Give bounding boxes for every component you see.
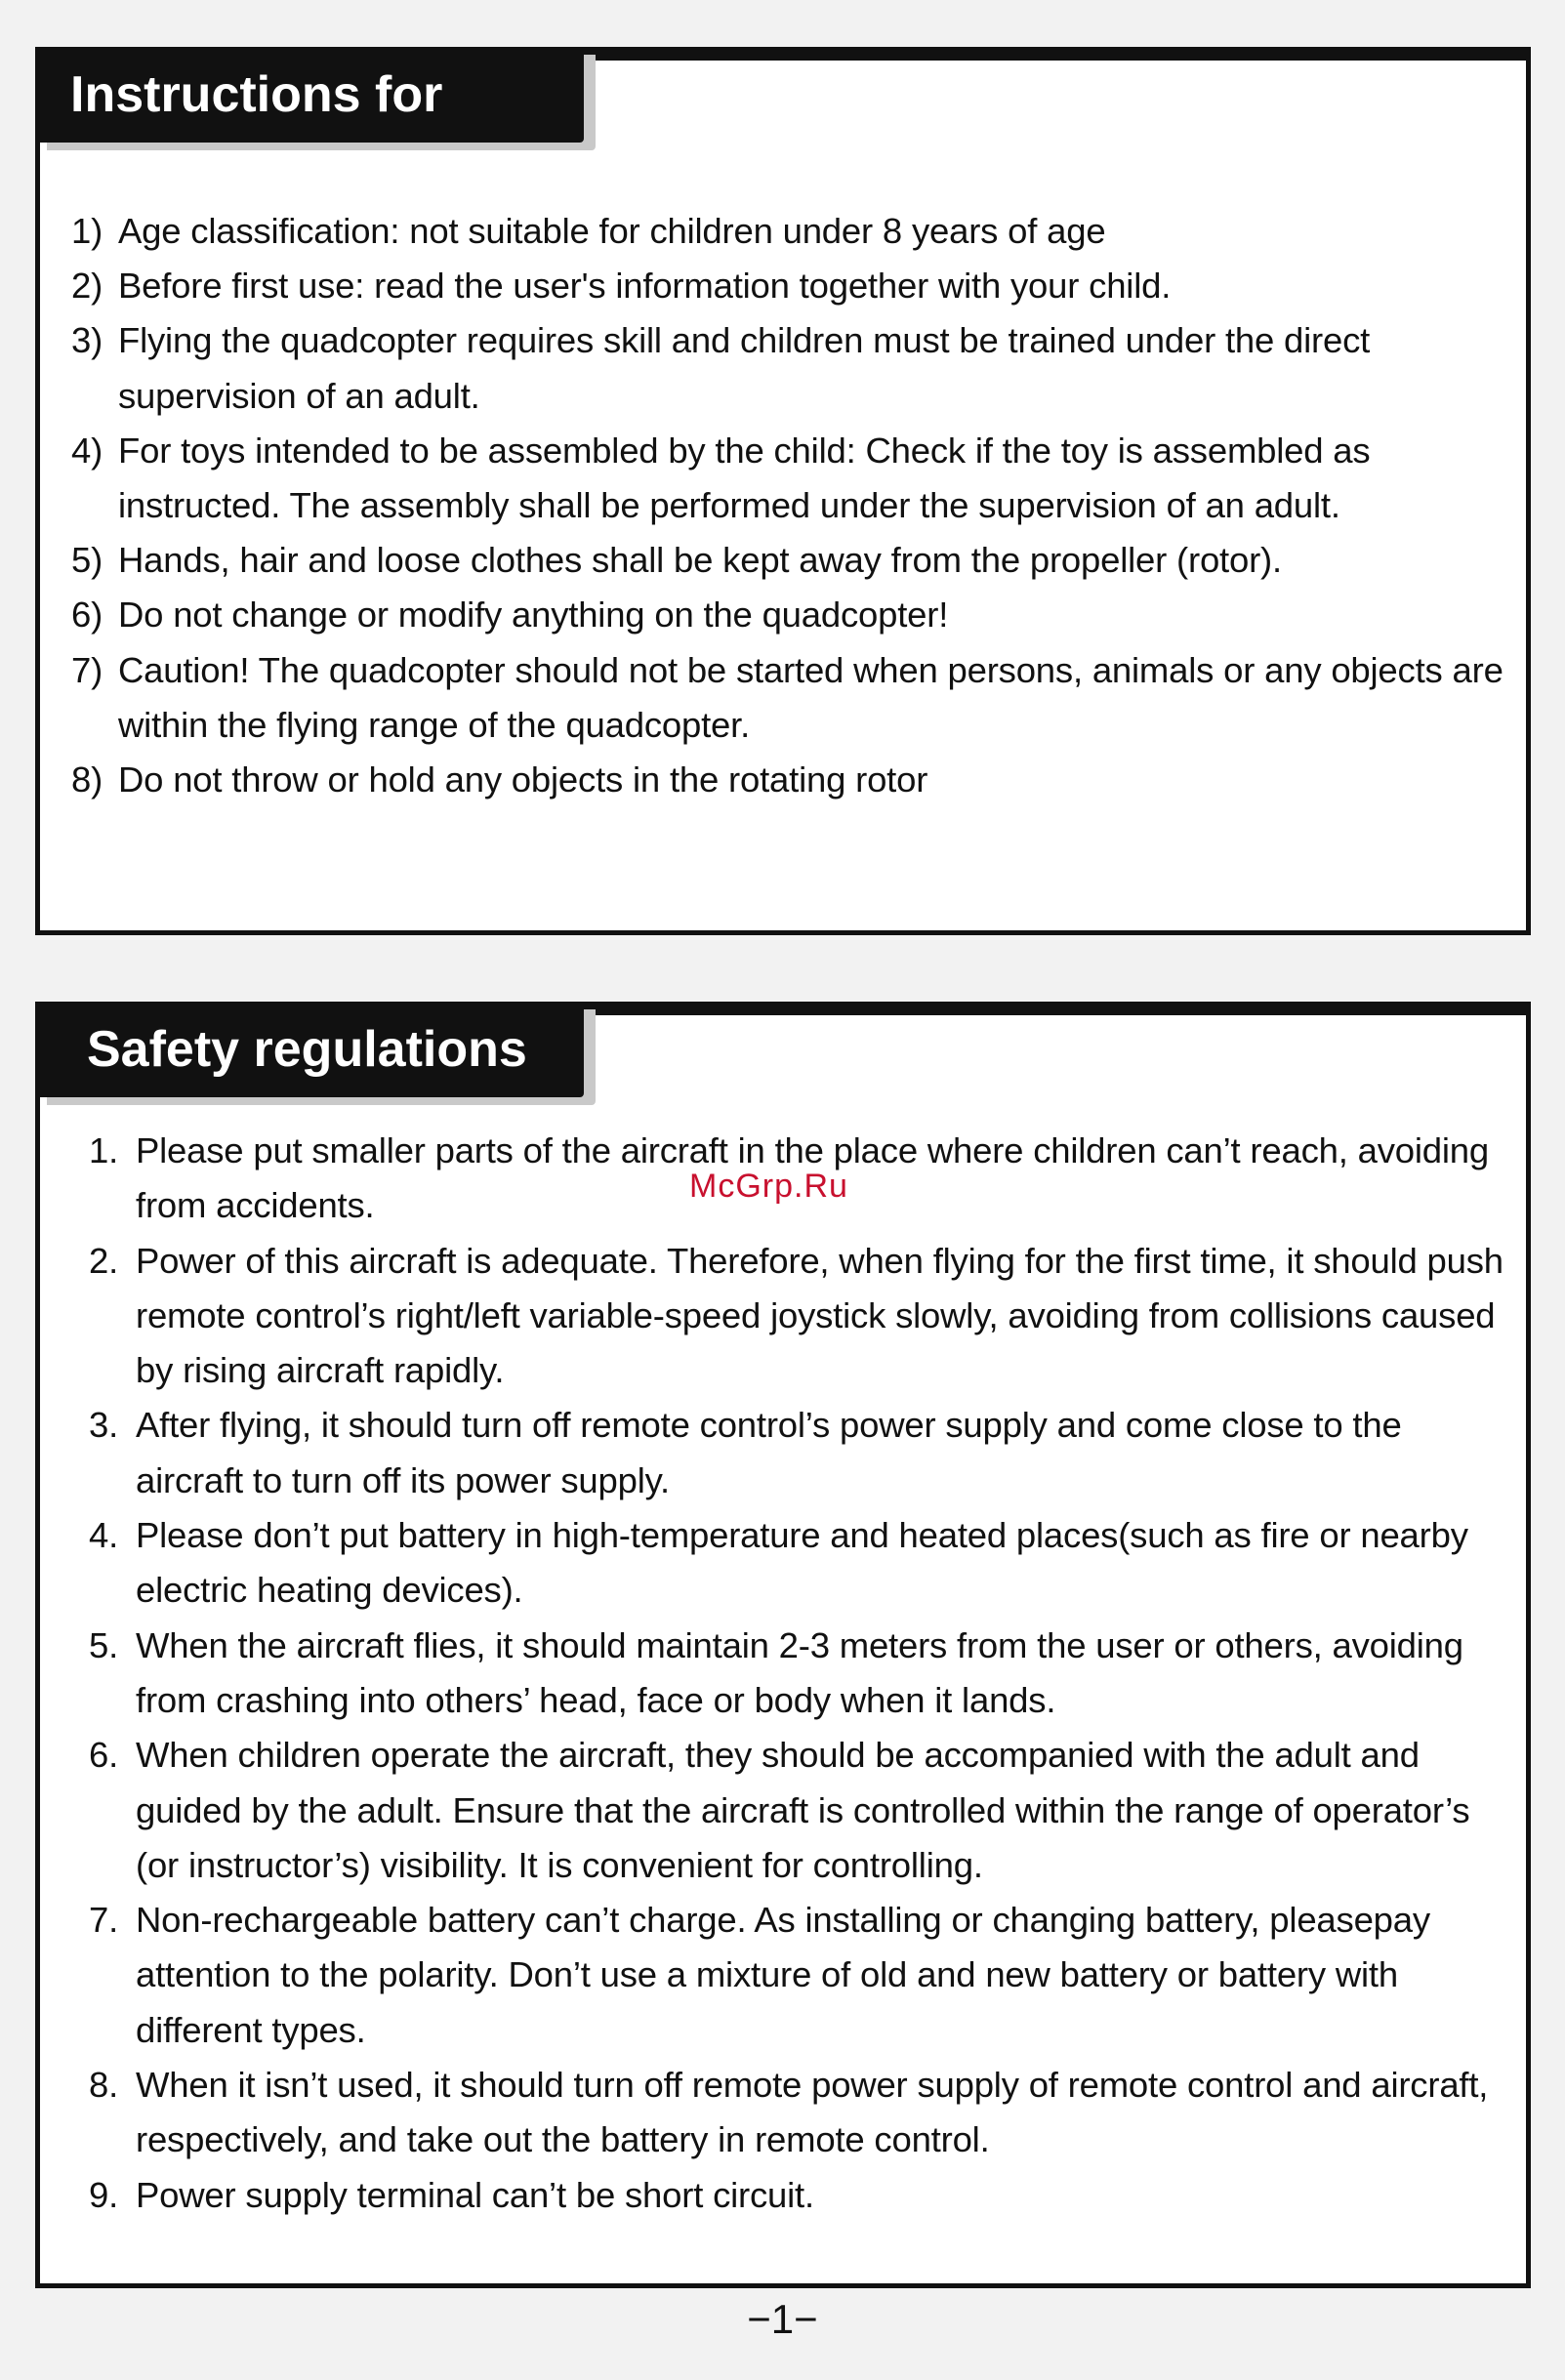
item-text: Do not change or modify anything on the quadcopter! bbox=[118, 595, 949, 636]
item-text: Please put smaller parts of the aircraft in the place where children can’t reach, avoiding from accidents. bbox=[136, 1130, 1489, 1226]
list-item bbox=[71, 753, 1516, 807]
safety-list bbox=[89, 1124, 1514, 2223]
list-item bbox=[71, 533, 1516, 588]
item-number: 2) bbox=[71, 266, 103, 307]
page-number: −1− bbox=[747, 2296, 818, 2342]
item-number: 7) bbox=[71, 649, 103, 690]
watermark: McGrp.Ru bbox=[689, 1168, 848, 1205]
instructions-heading: Instructions for use bbox=[35, 47, 584, 143]
item-text: Flying the quadcopter requires skill and children must be trained under the direct supervision of an adult. bbox=[118, 320, 1371, 416]
item-text: For toys intended to be assembled by the child: Check if the toy is assembled as instructed. The assembly shall be performed under the supervision of an adult. bbox=[118, 430, 1371, 526]
list-item bbox=[89, 1234, 1514, 1399]
item-number: 4. bbox=[89, 1515, 119, 1556]
list-item bbox=[89, 1398, 1514, 1508]
item-text: Power supply terminal can’t be short circuit. bbox=[136, 2174, 814, 2215]
list-item bbox=[89, 1728, 1514, 1893]
list-item bbox=[71, 588, 1516, 642]
item-number: 2. bbox=[89, 1240, 119, 1281]
list-item bbox=[71, 424, 1516, 533]
item-text: Before first use: read the user's information together with your child. bbox=[118, 266, 1172, 307]
item-text: Caution! The quadcopter should not be started when persons, animals or any objects are within the flying range of the quadcopter. bbox=[118, 649, 1503, 745]
item-text: Age classification: not suitable for children under 8 years of age bbox=[118, 211, 1106, 251]
item-text: When the aircraft flies, it should maintain 2-3 meters from the user or others, avoiding from crashing into others’ head, face or body when it lands. bbox=[136, 1624, 1463, 1720]
list-item bbox=[71, 259, 1516, 313]
list-item bbox=[89, 1893, 1514, 2058]
item-text: When children operate the aircraft, they should be accompanied with the adult and guided by the adult. Ensure that the aircraft is controlled within the range of operator’s (or instructor’s) visibility. It is convenient for controlling. bbox=[136, 1735, 1470, 1885]
item-number: 4) bbox=[71, 430, 103, 471]
list-item bbox=[89, 1508, 1514, 1619]
item-text: Please don’t put battery in high-temperature and heated places(such as fire or nearby electric heating devices). bbox=[136, 1515, 1468, 1611]
item-number: 3. bbox=[89, 1405, 119, 1446]
list-item bbox=[71, 313, 1516, 423]
item-number: 8) bbox=[71, 759, 103, 800]
item-text: After flying, it should turn off remote control’s power supply and come close to the aircraft to turn off its power supply. bbox=[136, 1405, 1402, 1500]
item-number: 1. bbox=[89, 1130, 119, 1170]
item-number: 5. bbox=[89, 1624, 119, 1665]
list-item bbox=[71, 204, 1516, 259]
item-text: Hands, hair and loose clothes shall be kept away from the propeller (rotor). bbox=[118, 540, 1282, 581]
item-number: 7. bbox=[89, 1900, 119, 1941]
safety-heading: Safety regulations bbox=[35, 1002, 584, 1097]
list-item bbox=[71, 643, 1516, 753]
item-number: 1) bbox=[71, 211, 103, 251]
list-item bbox=[89, 1619, 1514, 1729]
instructions-section bbox=[35, 47, 1531, 935]
item-number: 8. bbox=[89, 2065, 119, 2106]
list-item bbox=[89, 2058, 1514, 2168]
item-text: When it isn’t used, it should turn off remote power supply of remote control and aircraft, respectively, and take out the battery in remote control. bbox=[136, 2065, 1489, 2160]
list-item bbox=[89, 2168, 1514, 2223]
item-number: 5) bbox=[71, 540, 103, 581]
item-number: 6) bbox=[71, 595, 103, 636]
item-text: Non-rechargeable battery can’t charge. As installing or changing battery, pleasepay attention to the polarity. Don’t use a mixture of old and new battery or battery with different types. bbox=[136, 1900, 1430, 2050]
item-text: Power of this aircraft is adequate. Therefore, when flying for the first time, it should push remote control’s right/left variable-speed joystick slowly, avoiding from collisions caused by rising aircraft rapidly. bbox=[136, 1240, 1503, 1391]
item-text: Do not throw or hold any objects in the rotating rotor bbox=[118, 759, 928, 800]
instructions-list bbox=[71, 204, 1516, 807]
item-number: 9. bbox=[89, 2174, 119, 2215]
item-number: 6. bbox=[89, 1735, 119, 1776]
item-number: 3) bbox=[71, 320, 103, 361]
